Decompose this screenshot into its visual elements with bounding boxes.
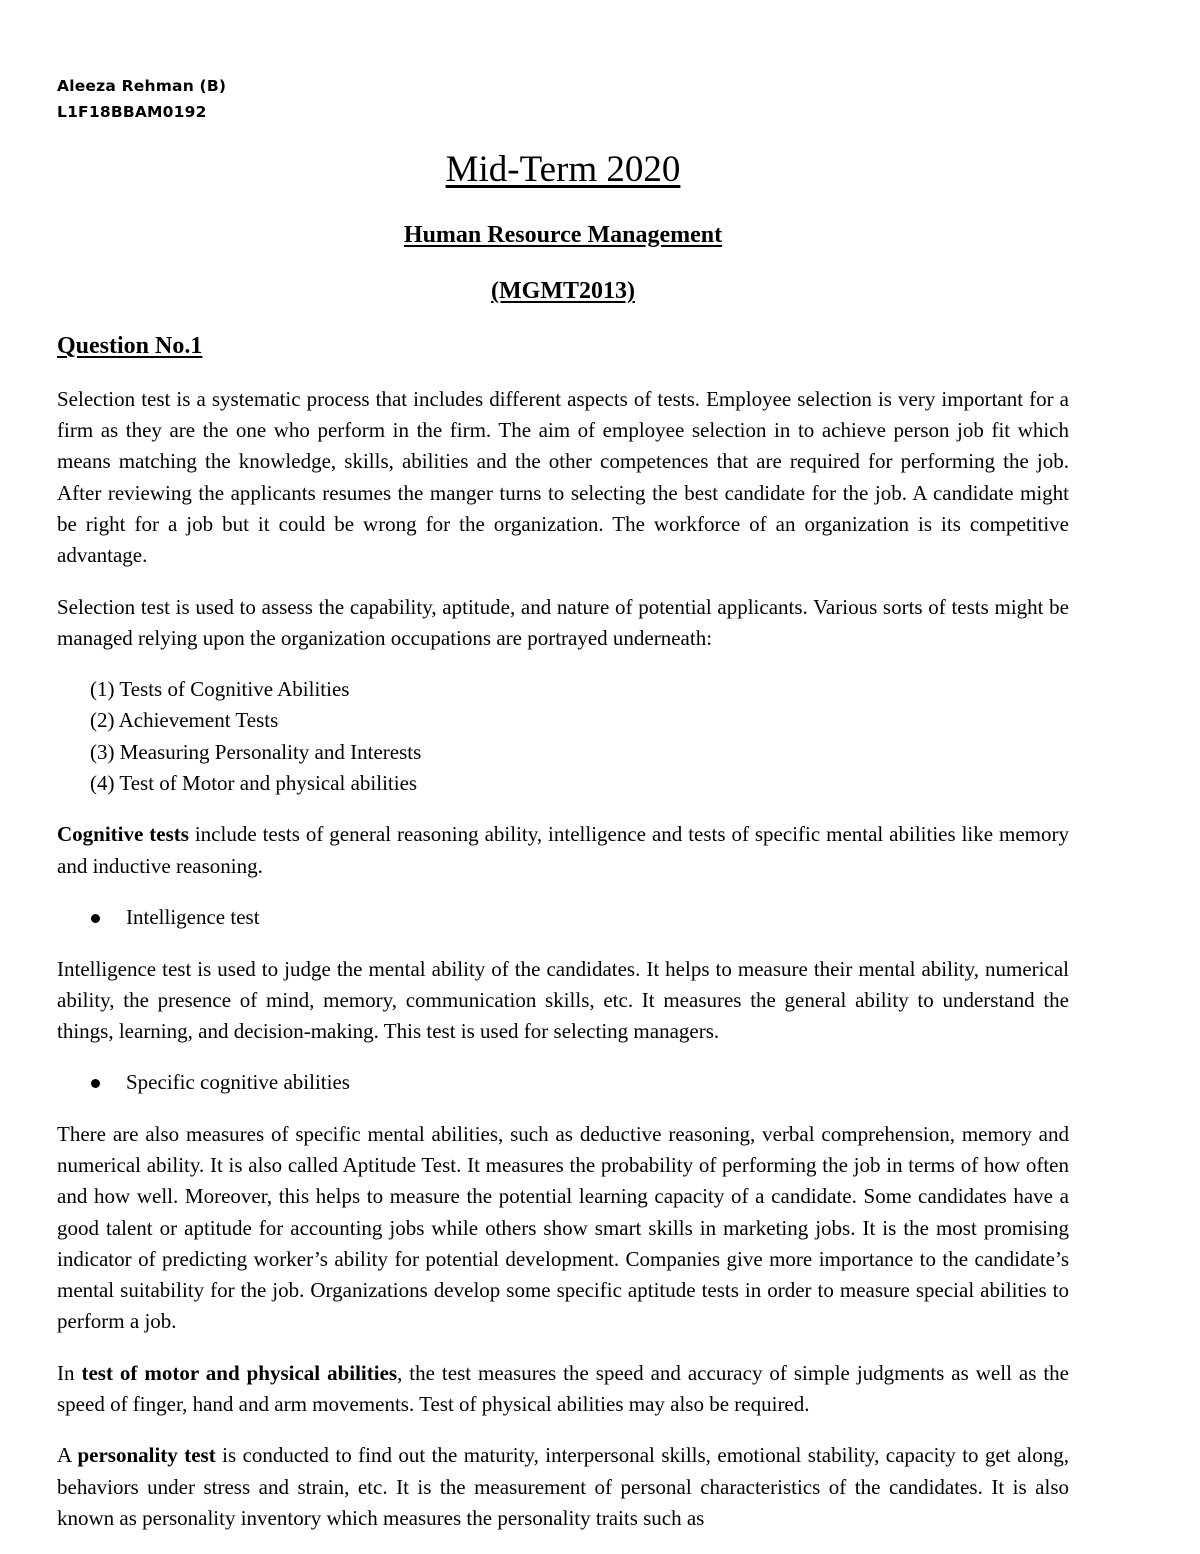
bullet-label: Intelligence test — [126, 905, 260, 930]
paragraph-cognitive-tests — [57, 819, 1069, 881]
paragraph-selection-test: Selection test is used to assess the capability, aptitude, and nature of potential applicants. Various sorts of tests might be managed relying upon the organization occupations are portrayed underneath: — [57, 594, 1069, 650]
bullet-dot-icon — [91, 1079, 100, 1088]
paragraph-text: , the test measures the speed and accuracy of simple judgments as well as the speed of finger, hand and arm movements. Test of physical abilities may also be required. — [57, 1360, 1069, 1416]
answer-body — [57, 384, 1069, 1554]
list-item: (1) Tests of Cognitive Abilities — [90, 677, 350, 702]
bold-term: Cognitive tests — [57, 822, 189, 847]
bullet-label: Specific cognitive abilities — [126, 1070, 350, 1095]
test-types-list — [57, 674, 1069, 799]
list-item: (2) Achievement Tests — [90, 708, 279, 733]
student-id: L1F18BBAM0192 — [57, 103, 207, 121]
paragraph-intelligence-test: Intelligence test is used to judge the mental ability of the candidates. It helps to measure their mental ability, numerical ability, the presence of mind, memory, communication skills, etc. It measures the general ability to understand the things, learning, and decision-making. This test is used for selecting managers. — [57, 956, 1069, 1043]
paragraph-text: A — [57, 1443, 78, 1468]
paragraph-motor-physical — [57, 1358, 1069, 1420]
paragraph-text: is conducted to find out the maturity, interpersonal skills, emotional stability, capacity to get along, behaviors under stress and strain, etc. It is the measurement of personal characteristics of the candidates. It is also known as personality inventory which measures the personality traits such as — [57, 1443, 1069, 1530]
paragraph-personality-test — [57, 1440, 1069, 1534]
student-name: Aleeza Rehman (B) — [57, 77, 227, 95]
bullet-intelligence-test — [57, 902, 1069, 933]
paragraph-specific-abilities: There are also measures of specific mental abilities, such as deductive reasoning, verbal comprehension, memory and numerical ability. It is also called Aptitude Test. It measures the probability of performing the job in terms of how often and how well. Moreover, this helps to measure the potential learning capacity of a candidate. Some candidates have a good talent or aptitude for accounting jobs while others show smart skills in marketing jobs. It is the most promising indicator of predicting worker’s ability for potential development. Companies give more importance to the candidate’s mental suitability for the job. Organizations develop some specific aptitude tests in order to measure special abilities to perform a job. — [57, 1121, 1069, 1334]
bullet-dot-icon — [91, 914, 100, 923]
document-title: Mid-Term 2020 — [445, 149, 681, 190]
list-item: (3) Measuring Personality and Interests — [90, 739, 422, 764]
course-code: (MGMT2013) — [491, 278, 635, 304]
question-heading: Question No.1 — [57, 333, 203, 359]
bold-term: personality test — [77, 1443, 216, 1468]
paragraph-text: include tests of general reasoning ability, intelligence and tests of specific mental abilities like memory and inductive reasoning. — [57, 822, 1070, 878]
bullet-specific-cognitive — [57, 1067, 1069, 1098]
list-item: (4) Test of Motor and physical abilities — [90, 770, 418, 795]
paragraph-intro: Selection test is a systematic process that includes different aspects of tests. Employee selection is very important for a firm as they are the one who perform in the firm. The aim of employee selection in to achieve person job fit which means matching the knowledge, skills, abilities and the other competences that are required for performing the job. After reviewing the applicants resumes the manger turns to selecting the best candidate for the job. A candidate might be right for a job but it could be wrong for the organization. The workforce of an organization is its competitive advantage. — [57, 387, 1069, 568]
bold-term: test of motor and physical abilities — [81, 1360, 398, 1385]
paragraph-text: In — [57, 1360, 82, 1385]
course-name: Human Resource Management — [403, 222, 723, 248]
